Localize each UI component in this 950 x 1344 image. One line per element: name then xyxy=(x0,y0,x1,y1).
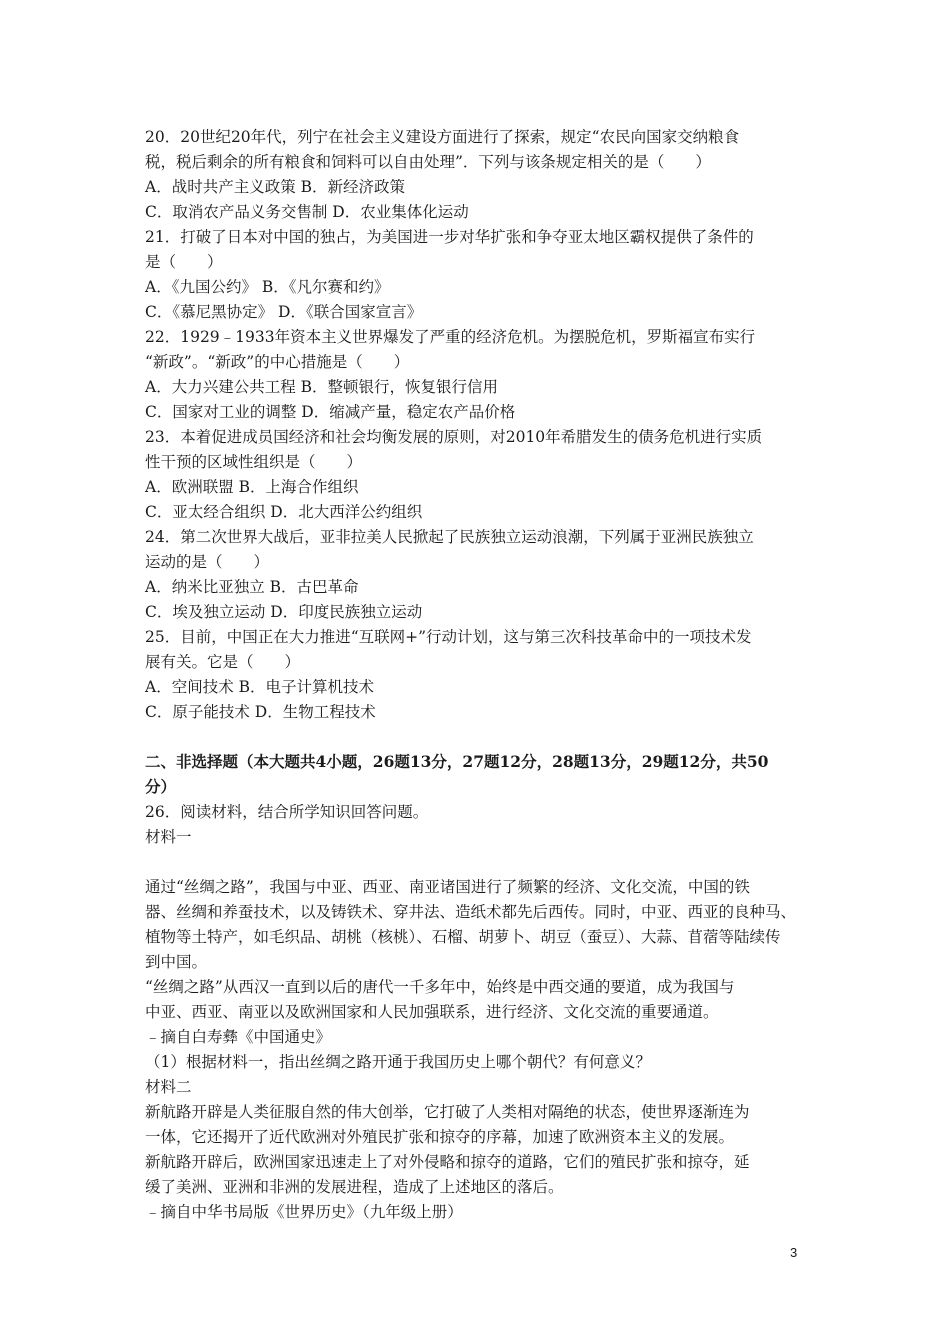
q26-intro: 26．阅读材料，结合所学知识回答问题。 xyxy=(145,803,429,821)
q23-options-cd: C．亚太经合组织 D．北大西洋公约组织 xyxy=(145,503,423,521)
material1-label: 材料一 xyxy=(145,828,192,846)
q25-options-cd: C．原子能技术 D．生物工程技术 xyxy=(145,703,376,721)
material1-para-line3: 植物等土特产，如毛织品、胡桃（核桃）、石榴、胡萝卜、胡豆（蚕豆）、大蒜、苜蓿等陆续传 xyxy=(145,928,781,946)
material2-para-line4: 缓了美洲、亚洲和非洲的发展进程，造成了上述地区的落后。 xyxy=(145,1178,564,1196)
q22-options-cd: C．国家对工业的调整 D．缩减产量，稳定农产品价格 xyxy=(145,403,516,421)
q20-options-cd: C．取消农产品义务交售制 D．农业集体化运动 xyxy=(145,203,469,221)
material1-para-line4: 到中国。 xyxy=(145,953,208,971)
q20-options-ab: A．战时共产主义政策 B．新经济政策 xyxy=(145,178,406,196)
q21-options-ab: A．《九国公约》 B．《凡尔赛和约》 xyxy=(145,278,390,296)
q21-stem-line2: 是（ ） xyxy=(145,253,223,271)
q23-stem-line2: 性干预的区域性组织是（ ） xyxy=(145,453,363,471)
q26-subquestion-1: （1）根据材料一，指出丝绸之路开通于我国历史上哪个朝代？有何意义？ xyxy=(145,1053,651,1071)
section2-title-line2: 分） xyxy=(145,777,177,796)
q23-stem-line1: 23．本着促进成员国经济和社会均衡发展的原则，对2010年希腊发生的债务危机进行实质 xyxy=(145,428,763,446)
material2-label: 材料二 xyxy=(145,1078,192,1096)
q24-stem-line2: 运动的是（ ） xyxy=(145,553,270,571)
q25-stem-line1: 25．目前，中国正在大力推进“互联网+”行动计划，这与第三次科技革命中的一项技术发 xyxy=(145,628,752,646)
q22-stem-line2: “新政”。“新政”的中心措施是（ ） xyxy=(145,353,410,371)
material1-para-line6: 中亚、西亚、南亚以及欧洲国家和人民加强联系，进行经济、文化交流的重要通道。 xyxy=(145,1003,719,1021)
section2-title-line1: 二、非选择题（本大题共4小题，26题13分，27题12分，28题13分，29题12分，共50 xyxy=(145,752,769,771)
material2-para-line3: 新航路开辟后，欧洲国家迅速走上了对外侵略和掠夺的道路，它们的殖民扩张和掠夺，延 xyxy=(145,1153,750,1171)
q21-options-cd: C．《慕尼黑协定》 D．《联合国家宣言》 xyxy=(145,303,423,321)
material1-source: ﹣摘自白寿彝《中国通史》 xyxy=(145,1028,332,1046)
q24-options-cd: C．埃及独立运动 D．印度民族独立运动 xyxy=(145,603,423,621)
q23-options-ab: A．欧洲联盟 B．上海合作组织 xyxy=(145,478,359,496)
q22-options-ab: A．大力兴建公共工程 B．整顿银行，恢复银行信用 xyxy=(145,378,499,396)
q25-options-ab: A．空间技术 B．电子计算机技术 xyxy=(145,678,375,696)
material2-para-line2: 一体，它还揭开了近代欧洲对外殖民扩张和掠夺的序幕，加速了欧洲资本主义的发展。 xyxy=(145,1128,735,1146)
page-number: 3 xyxy=(790,1245,798,1260)
material1-para-line2: 器、丝绸和养蚕技术，以及铸铁术、穿井法、造纸术都先后西传。同时，中亚、西亚的良种马、 xyxy=(145,903,797,921)
q24-options-ab: A．纳米比亚独立 B．古巴革命 xyxy=(145,578,359,596)
q22-stem-line1: 22．1929﹣1933年资本主义世界爆发了严重的经济危机。为摆脱危机，罗斯福宣布实行 xyxy=(145,328,756,346)
q24-stem-line1: 24．第二次世界大战后，亚非拉美人民掀起了民族独立运动浪潮，下列属于亚洲民族独立 xyxy=(145,528,754,546)
q25-stem-line2: 展有关。它是（ ） xyxy=(145,653,301,671)
q20-stem-line2: 税，税后剩余的所有粮食和饲料可以自由处理”．下列与该条规定相关的是（ ） xyxy=(145,153,711,171)
q20-stem-line1: 20．20世纪20年代，列宁在社会主义建设方面进行了探索，规定“农民向国家交纳粮食 xyxy=(145,128,740,146)
q21-stem-line1: 21．打破了日本对中国的独占，为美国进一步对华扩张和争夺亚太地区霸权提供了条件的 xyxy=(145,228,754,246)
material1-para-line5: “丝绸之路”从西汉一直到以后的唐代一千多年中，始终是中西交通的要道，成为我国与 xyxy=(145,978,735,996)
material2-source: ﹣摘自中华书局版《世界历史》（九年级上册） xyxy=(145,1203,463,1221)
material1-para-line1: 通过“丝绸之路”，我国与中亚、西亚、南亚诸国进行了频繁的经济、文化交流，中国的铁 xyxy=(145,878,750,896)
material2-para-line1: 新航路开辟是人类征服自然的伟大创举，它打破了人类相对隔绝的状态，使世界逐渐连为 xyxy=(145,1103,750,1121)
